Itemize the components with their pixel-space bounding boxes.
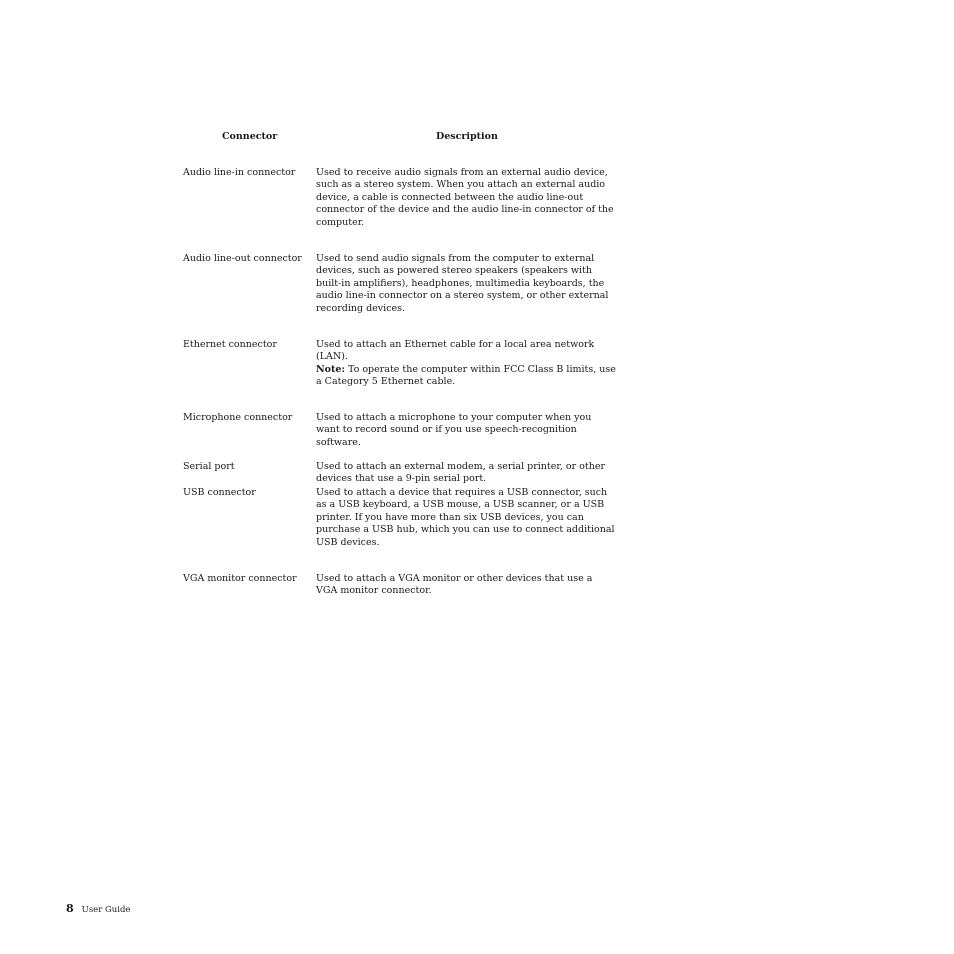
page-footer [66,902,130,915]
footer-title: User Guide [81,905,131,915]
header-description: Description [436,131,498,142]
note [316,364,616,389]
connector-name: Microphone connector [183,412,293,423]
connector-description: Used to attach an external modem, a serial printer, or other devices that use a 9-pin serial port. [316,461,606,485]
connector-name: Audio line-in connector [183,167,296,178]
connector-name: Audio line-out connector [183,253,302,264]
connector-name: VGA monitor connector [183,573,297,584]
connector-description: Used to attach a VGA monitor or other devices that use a VGA monitor connector. [316,573,593,597]
connector-description: Used to attach a device that requires a USB connector, such as a USB keyboard, a USB mouse, a USB scanner, or a USB printer. If you have more than six USB devices, you can purchase a USB hub, which you can use to connect additional USB devices. [316,487,615,548]
connector-name: Ethernet connector [183,339,277,350]
connector-description: Used to send audio signals from the computer to external devices, such as powered stereo speakers (speakers with built-in amplifiers), headphones, multimedia keyboards, the audio line-in connector on a stereo system, or other external recording devices. [316,253,609,314]
connector-description: Used to attach an Ethernet cable for a local area network (LAN). [316,339,595,363]
connector-name: Serial port [183,461,235,472]
note-text: To operate the computer within FCC Class B limits, use a Category 5 Ethernet cable. [316,363,616,388]
connector-description: Used to receive audio signals from an external audio device, such as a stereo system. When you attach an external audio device, a cable is connected between the audio line-out connector of the device and the audio line-in connector of the computer. [316,167,614,228]
header-connector: Connector [222,131,278,142]
connector-name: USB connector [183,487,256,498]
note-label: Note: [316,363,345,375]
connector-description: Used to attach a microphone to your computer when you want to record sound or if you use speech-recognition software. [316,412,592,448]
page-number: 8 [66,902,74,915]
